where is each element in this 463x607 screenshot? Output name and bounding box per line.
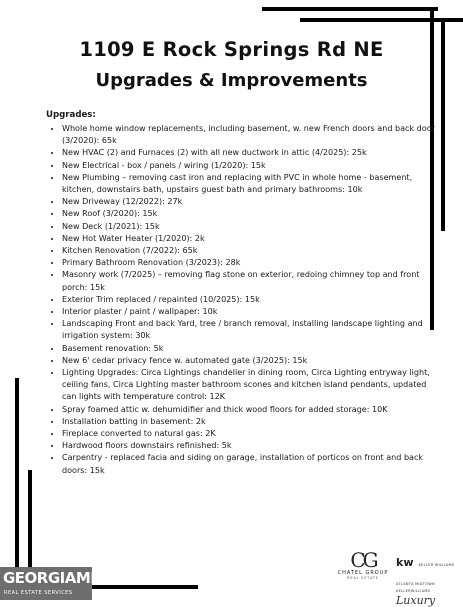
upgrade-item: • New Roof (3/2020): 15k: [62, 208, 437, 220]
frame-top-line-2: [300, 18, 463, 22]
upgrade-item: • Spray foamed attic w. dehumidifier and thick wood floors for added storage: 10K: [62, 404, 437, 416]
upgrade-item: • Basement renovation: 5k: [62, 343, 437, 355]
upgrade-item: • Lighting Upgrades: Circa Lightings chandelier in dining room, Circa Lighting entryway light, ceiling fans, Circa Lighting master bathroom scones and kitchen island pendants, updated can lights with temperature control: 12K: [62, 367, 437, 404]
page-subtitle: Upgrades & Improvements: [95, 70, 368, 91]
chatel-sub: REAL ESTATE: [347, 576, 379, 580]
keller-williams-logo: [396, 551, 456, 607]
upgrade-item: • New HVAC (2) and Furnaces (2) with all new ductwork in attic (4/2025): 25k: [62, 147, 437, 159]
upgrade-item: • New Electrical - box / panels / wiring (1/2020): 15k: [62, 160, 437, 172]
chatel-group-logo: [333, 548, 393, 580]
upgrade-item: • Exterior Trim replaced / repainted (10/2025): 15k: [62, 294, 437, 306]
georgia-mls-logo: [0, 567, 110, 600]
kw-luxury-tag: KELLERWILLIAMS: [396, 589, 431, 593]
upgrade-item: • Installation batting in basement: 2k: [62, 416, 437, 428]
upgrade-item: • Masonry work (7/2025) – removing flag stone on exterior, redoing chimney top and front porch: 15k: [62, 269, 437, 293]
upgrade-item: • Primary Bathroom Renovation (3/2023): 28k: [62, 257, 437, 269]
frame-top-line-1: [262, 7, 438, 11]
chatel-mark: CG: [350, 548, 376, 572]
upgrade-item: • New 6' cedar privacy fence w. automated gate (3/2025): 15k: [62, 355, 437, 367]
chatel-name: CHATEL GROUP: [337, 570, 389, 576]
upgrade-item: • New Deck (1/2021): 15k: [62, 221, 437, 233]
upgrade-item: • Fireplace converted to natural gas: 2K: [62, 428, 437, 440]
upgrades-list: [46, 123, 437, 477]
upgrade-item: • Interior plaster / paint / wallpaper: 10k: [62, 306, 437, 318]
upgrade-item: • Whole home window replacements, including basement, w. new French doors and back door (3/2020): 65k: [62, 123, 437, 147]
kw-luxury: Luxury: [396, 594, 436, 607]
mls-logo-subtext: REAL ESTATE SERVICES: [4, 590, 73, 596]
section-heading: Upgrades:: [46, 110, 96, 120]
page-title: 1109 E Rock Springs Rd NE: [79, 38, 384, 61]
upgrade-item: • New Plumbing – removing cast iron and replacing with PVC in whole home - basement, kitchen, downstairs bath, upstairs guest bath and primary bathrooms: 10k: [62, 172, 437, 196]
upgrade-item: • Kitchen Renovation (7/2022): 65k: [62, 245, 437, 257]
upgrade-item: • Hardwood floors downstairs refinished: 5k: [62, 440, 437, 452]
upgrade-item: • Carpentry - replaced facia and siding on garage, installation of porticos on front and back doors: 15k: [62, 452, 437, 476]
upgrade-item: • Landscaping Front and back Yard, tree / branch removal, installing landscape lighting and irrigation system: 30k: [62, 318, 437, 342]
kw-brokerage: KELLER WILLIAMS ATLANTA MIDTOWN: [396, 563, 455, 586]
kw-mark: kw: [396, 556, 414, 569]
mls-logo-text: GEORGIAMLS: [3, 569, 110, 587]
upgrade-item: • New Driveway (12/2022): 27k: [62, 196, 437, 208]
upgrade-item: • New Hot Water Heater (1/2020): 2k: [62, 233, 437, 245]
